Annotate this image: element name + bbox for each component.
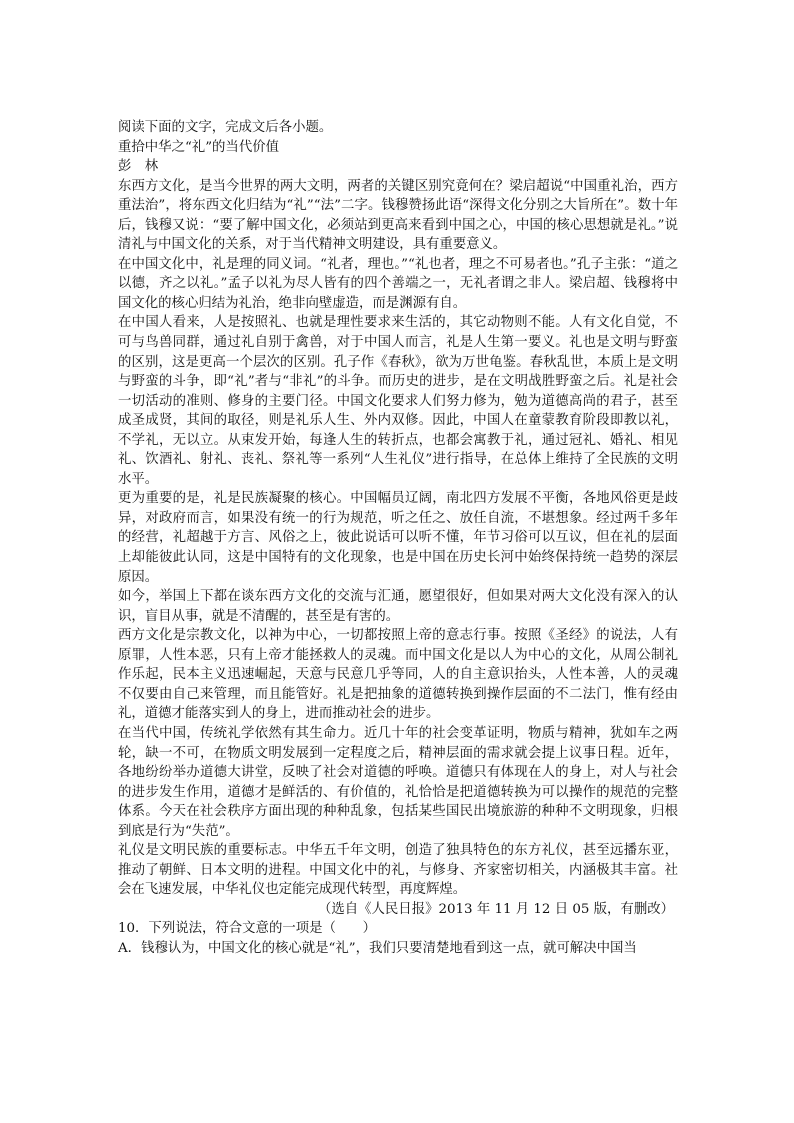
- article-author: 彭 林: [118, 159, 159, 175]
- paragraph-5: 如今，举国上下都在谈东西方文化的交流与汇通，愿望很好，但如果对两大文化没有深入的认识，盲目从事，就是不清醒的，甚至是有害的。: [118, 589, 678, 624]
- article-title: 重拾中华之“礼”的当代价值: [118, 139, 279, 155]
- question-10: 10．下列说法，符合文意的一项是（ ）: [118, 921, 377, 937]
- paragraph-4: 更为重要的是，礼是民族凝聚的核心。中国幅员辽阔，南北四方发展不平衡，各地风俗更是歧异，对政府而言，如果没有统一的行为规范，听之任之、放任自流，不堪想象。经过两千多年的经营，礼超越于方言、风俗之上，彼此说话可以听不懂，年节习俗可以互议，但在礼的层面上却能彼此认同，这是中国特有的文化现象，也是中国在历史长河中始终保持统一趋势的深层原因。: [118, 491, 678, 585]
- paragraph-1: 东西方文化，是当今世界的两大文明，两者的关键区别究竟何在？梁启超说“中国重礼治，西方重法治”，将东西文化归结为“礼”“法”二字。钱穆赞扬此语“深得文化分别之大旨所在”。数十年后，钱穆又说：“要了解中国文化，必须站到更高来看到中国之心，中国的核心思想就是礼。”说清礼与中国文化的关系，对于当代精神文明建设，具有重要意义。: [118, 178, 678, 253]
- paragraph-8: 礼仪是文明民族的重要标志。中华五千年文明，创造了独具特色的东方礼仪，甚至远播东亚，推动了朝鲜、日本文明的进程。中国文化中的礼，与修身、齐家密切相关，内涵极其丰富。社会在飞速发展，中华礼仪也定能完成现代转型，再度辉煌。: [118, 843, 678, 898]
- paragraph-6: 西方文化是宗教文化，以神为中心，一切都按照上帝的意志行事。按照《圣经》的说法，人有原罪，人性本恶，只有上帝才能拯救人的灵魂。而中国文化是以人为中心的文化，从周公制礼作乐起，民本主义迅速崛起，天意与民意几乎等同，人的自主意识抬头，人性本善，人的灵魂不仅要由自己来管理，而且能管好。礼是把抽象的道德转换到操作层面的不二法门，惟有经由礼，道德才能落实到人的身上，进而推动社会的进步。: [118, 628, 678, 722]
- paragraph-3: 在中国人看来，人是按照礼、也就是理性要求来生活的，其它动物则不能。人有文化自觉，不可与鸟兽同群，通过礼自别于禽兽，对于中国人而言，礼是人生第一要义。礼也是文明与野蛮的区别，这是更高一个层次的区别。孔子作《春秋》，欲为万世龟鉴。春秋乱世，本质上是文明与野蛮的斗争，即“礼”者与“非礼”的斗争。而历史的进步，是在文明战胜野蛮之后。礼是社会一切活动的准则、修身的主要门径。中国文化要求人们努力修为，勉为道德高尚的君子，甚至成圣成贤，其间的取径，则是礼乐人生、外内双修。因此，中国人在童蒙教育阶段即教以礼，不学礼，无以立。从束发开始，每逢人生的转折点，也都会寓教于礼，通过冠礼、婚礼、相见礼、饮酒礼、射礼、丧礼、祭礼等一系列“人生礼仪”进行指导，在总体上维持了全民族的文明水平。: [118, 315, 678, 487]
- article-source: （选自《人民日报》2013 年 11 月 12 日 05 版，有删改）: [317, 901, 674, 917]
- document-page: [118, 118, 678, 959]
- question-option-a: A．钱穆认为，中国文化的核心就是“礼”，我们只要清楚地看到这一点，就可解决中国当: [118, 940, 637, 956]
- paragraph-2: 在中国文化中，礼是理的同义词。“礼者，理也。”“礼也者，理之不可易者也。”孔子主张：“道之以德，齐之以礼。”孟子以礼为尽人皆有的四个善端之一，无礼者谓之非人。梁启超、钱穆将中国文化的核心归结为礼治，绝非向壁虚造，而是渊源有自。: [118, 256, 678, 311]
- reading-instruction: 阅读下面的文字，完成文后各小题。: [118, 120, 333, 135]
- paragraph-7: 在当代中国，传统礼学依然有其生命力。近几十年的社会变革证明，物质与精神，犹如车之两轮，缺一不可，在物质文明发展到一定程度之后，精神层面的需求就会提上议事日程。近年，各地纷纷举办道德大讲堂，反映了社会对道德的呼唤。道德只有体现在人的身上，对人与社会的进步发生作用，道德才是鲜活的、有价值的，礼恰恰是把道德转换为可以操作的规范的完整体系。今天在社会秩序方面出现的种种乱象，包括某些国民出境旅游的种种不文明现象，归根到底是行为“失范”。: [118, 725, 678, 839]
